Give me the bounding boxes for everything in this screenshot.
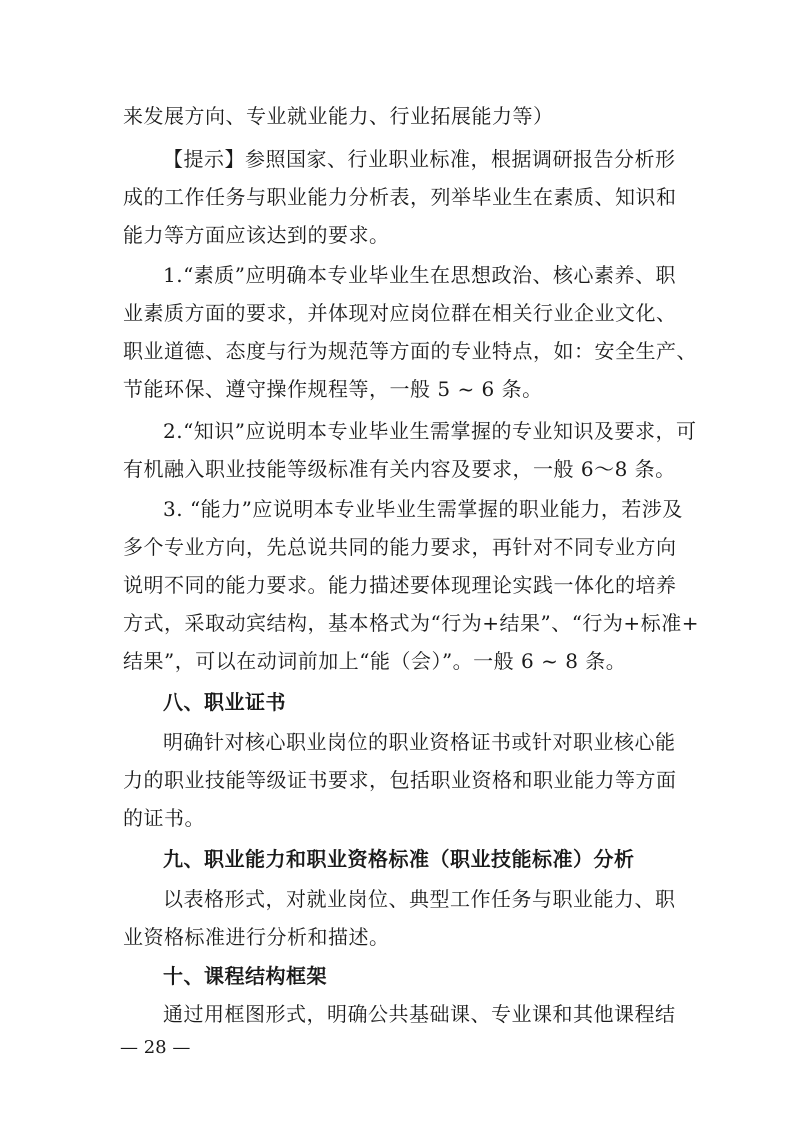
paragraph-line: 业资格标准进行分析和描述。 bbox=[123, 925, 390, 949]
paragraph-line: 【提示】参照国家、行业职业标准，根据调研报告分析形 bbox=[163, 147, 676, 171]
paragraph-line: 以表格形式，对就业岗位、典型工作任务与职业能力、职 bbox=[163, 887, 676, 911]
paragraph-line: 业素质方面的要求，并体现对应岗位群在相关行业企业文化、 bbox=[123, 301, 677, 325]
paragraph-line: 多个专业方向，先总说共同的能力要求，再针对不同专业方向 bbox=[123, 535, 677, 559]
paragraph-line: 力的职业技能等级证书要求，包括职业资格和职业能力等方面 bbox=[123, 768, 677, 792]
paragraph-line: 1.“素质”应明确本专业毕业生在思想政治、核心素养、职 bbox=[163, 263, 677, 287]
paragraph-line: 来发展方向、专业就业能力、行业拓展能力等） bbox=[123, 104, 554, 128]
paragraph-line: 方式，采取动宾结构，基本格式为“行为+结果”、“行为+标准+ bbox=[123, 611, 699, 635]
paragraph-line: 能力等方面应该达到的要求。 bbox=[123, 223, 390, 247]
paragraph-line: 说明不同的能力要求。能力描述要体现理论实践一体化的培养 bbox=[123, 573, 677, 597]
section-heading: 九、职业能力和职业资格标准（职业技能标准）分析 bbox=[163, 847, 635, 871]
paragraph-line: 3. “能力”应说明本专业毕业生需掌握的职业能力，若涉及 bbox=[163, 497, 683, 521]
page-number: — 28 — bbox=[120, 1037, 191, 1058]
paragraph-line: 有机融入职业技能等级标准有关内容及要求，一般 6～8 条。 bbox=[123, 457, 676, 481]
paragraph-line: 结果”，可以在动词前加上“能（会）”。一般 6 ~ 8 条。 bbox=[123, 649, 627, 673]
paragraph-line: 成的工作任务与职业能力分析表，列举毕业生在素质、知识和 bbox=[123, 185, 677, 209]
paragraph-line: 2.“知识”应说明本专业毕业生需掌握的专业知识及要求，可 bbox=[163, 419, 697, 443]
paragraph-line: 明确针对核心职业岗位的职业资格证书或针对职业核心能 bbox=[163, 730, 676, 754]
paragraph-line: 职业道德、态度与行为规范等方面的专业特点，如：安全生产、 bbox=[123, 339, 697, 363]
paragraph-line: 节能环保、遵守操作规程等，一般 5 ~ 6 条。 bbox=[123, 377, 543, 401]
section-heading: 八、职业证书 bbox=[163, 690, 286, 714]
paragraph-line: 通过用框图形式，明确公共基础课、专业课和其他课程结 bbox=[163, 1002, 676, 1026]
paragraph-line: 的证书。 bbox=[123, 806, 205, 830]
section-heading: 十、课程结构框架 bbox=[163, 964, 327, 988]
